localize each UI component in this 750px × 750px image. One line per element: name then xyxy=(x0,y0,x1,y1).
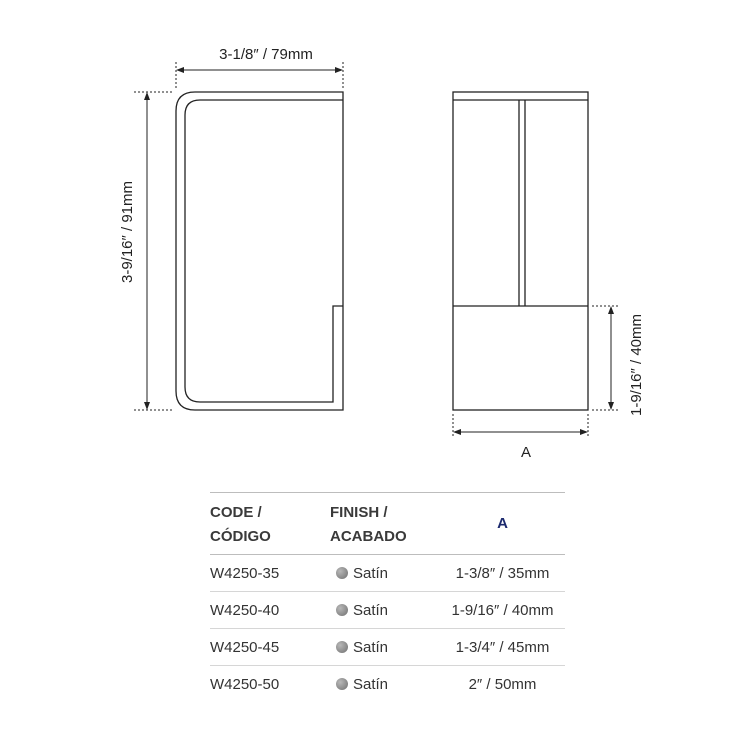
header-finish xyxy=(330,493,440,555)
header-code-line1: CODE / xyxy=(210,504,262,521)
header-a: A xyxy=(497,514,508,532)
row-finish-label: Satín xyxy=(353,564,389,582)
row-finish xyxy=(330,666,440,703)
side-view xyxy=(453,92,588,410)
row-finish xyxy=(330,592,440,629)
row-finish xyxy=(330,629,440,666)
table-row xyxy=(210,592,565,629)
row-finish xyxy=(330,555,440,592)
row-a: 1-3/4″ / 45mm xyxy=(455,638,550,656)
header-code xyxy=(210,493,330,555)
side-view-outline xyxy=(453,92,588,410)
front-view xyxy=(176,92,343,410)
row-code: W4250-40 xyxy=(210,601,280,619)
satin-swatch-icon xyxy=(336,641,348,653)
satin-swatch-icon xyxy=(336,678,348,690)
front-view-inner-profile xyxy=(185,100,343,402)
a-label: A xyxy=(520,444,532,461)
row-a: 1-3/8″ / 35mm xyxy=(455,564,550,582)
row-code: W4250-45 xyxy=(210,638,280,656)
spec-table xyxy=(210,492,565,703)
side-height-dimension xyxy=(592,306,620,410)
table-header-row xyxy=(210,493,565,555)
header-code-line2: CÓDIGO xyxy=(210,528,271,545)
table-row xyxy=(210,555,565,592)
table-row xyxy=(210,666,565,703)
row-finish-label: Satín xyxy=(353,601,389,619)
row-a: 1-9/16″ / 40mm xyxy=(451,601,554,619)
width-label: 3-1/8″ / 79mm xyxy=(219,46,313,63)
side-height-label: 1-9/16″ / 40mm xyxy=(628,313,645,417)
row-finish-label: Satín xyxy=(353,675,389,693)
front-view-outer-profile xyxy=(176,92,343,410)
header-finish-line1: FINISH / xyxy=(330,504,388,521)
satin-swatch-icon xyxy=(336,567,348,579)
height-dimension xyxy=(134,92,172,410)
height-label: 3-9/16″ / 91mm xyxy=(119,180,136,284)
width-dimension xyxy=(176,62,343,88)
row-finish-label: Satín xyxy=(353,638,389,656)
header-finish-line2: ACABADO xyxy=(330,528,407,545)
a-dimension xyxy=(453,414,588,436)
row-a: 2″ / 50mm xyxy=(468,675,537,693)
row-code: W4250-50 xyxy=(210,675,280,693)
table-row xyxy=(210,629,565,666)
satin-swatch-icon xyxy=(336,604,348,616)
row-code: W4250-35 xyxy=(210,564,280,582)
